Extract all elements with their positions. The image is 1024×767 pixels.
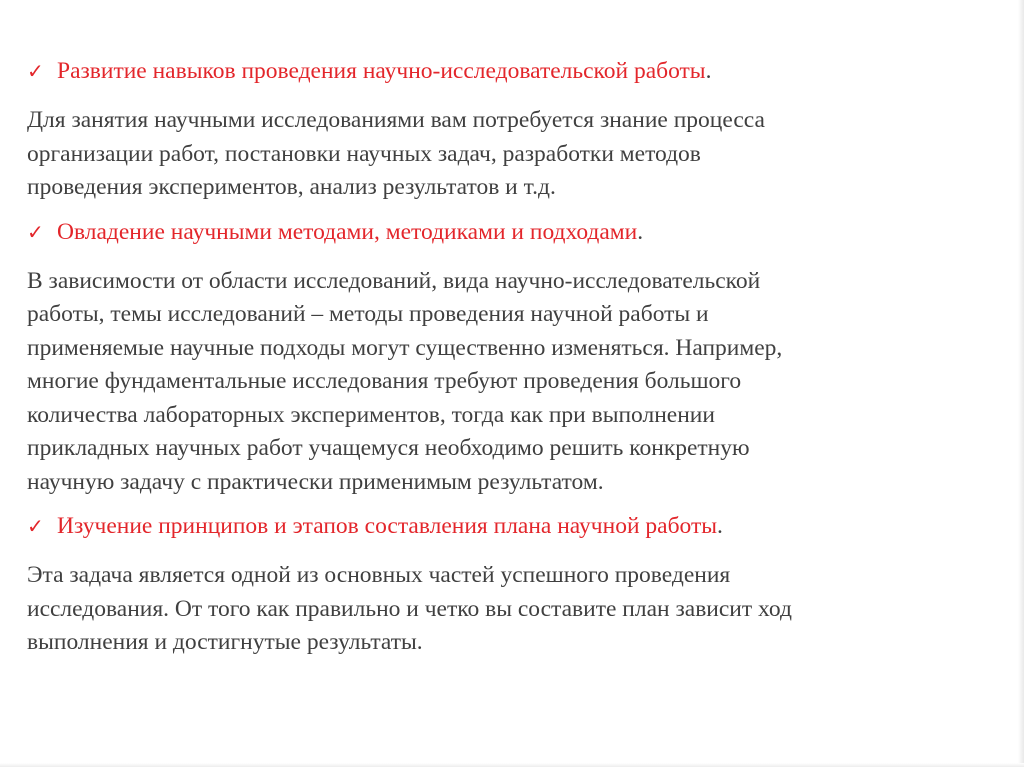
paragraph-2 [27,265,987,500]
paragraph-line: работы, темы исследований – методы проведения научной работы и [27,301,709,327]
bullet-heading-label: Овладение научными методами, методиками и подходами [57,218,638,245]
bullet-heading-3 [27,511,987,542]
bullet-heading-period: . [717,513,723,539]
bullet-heading-period: . [705,58,712,84]
bullet-heading-1 [27,56,987,87]
paragraph-line: прикладных научных работ учащемуся необходимо решить конкретную [27,435,750,461]
paragraph-line: Для занятия научными исследованиями вам потребуется знание процесса [27,107,765,133]
checkmark-icon: ✓ [27,514,44,538]
checkmark-icon: ✓ [27,59,44,83]
paragraph-line: исследования. От того как правильно и четко вы составите план зависит ход [27,595,792,622]
paragraph-line: применяемые научные подходы могут существенно изменяться. Например, [27,334,783,361]
bullet-heading-label: Изучение принципов и этапов составления плана научной работы [57,513,718,539]
bullet-heading-text [57,511,723,542]
bullet-heading-2 [27,217,987,248]
bullet-heading-text [57,217,643,248]
paragraph-line: Эта задача является одной из основных частей успешного проведения [27,562,731,588]
paragraph-3 [27,559,987,660]
paragraph-line: В зависимости от области исследований, вида научно-исследовательской [27,267,761,294]
paragraph-1 [27,104,987,205]
paragraph-line: выполнения и достигнутые результаты. [27,629,423,655]
checkmark-icon: ✓ [27,219,44,244]
paragraph-line: научную задачу с практически применимым результатом. [27,468,604,495]
slide-content [27,56,987,660]
bullet-heading-period: . [637,218,644,245]
slide-right-edge [1018,0,1024,767]
paragraph-line: организации работ, постановки научных задач, разработки методов [27,140,701,167]
bullet-heading-text [57,56,711,87]
paragraph-line: проведения экспериментов, анализ результатов и т.д. [27,174,556,200]
paragraph-line: количества лабораторных экспериментов, тогда как при выполнении [27,401,715,428]
bullet-heading-label: Развитие навыков проведения научно-исследовательской работы [57,58,706,84]
paragraph-line: многие фундаментальные исследования требуют проведения большого [27,368,742,394]
slide-bottom-edge [0,763,1024,767]
